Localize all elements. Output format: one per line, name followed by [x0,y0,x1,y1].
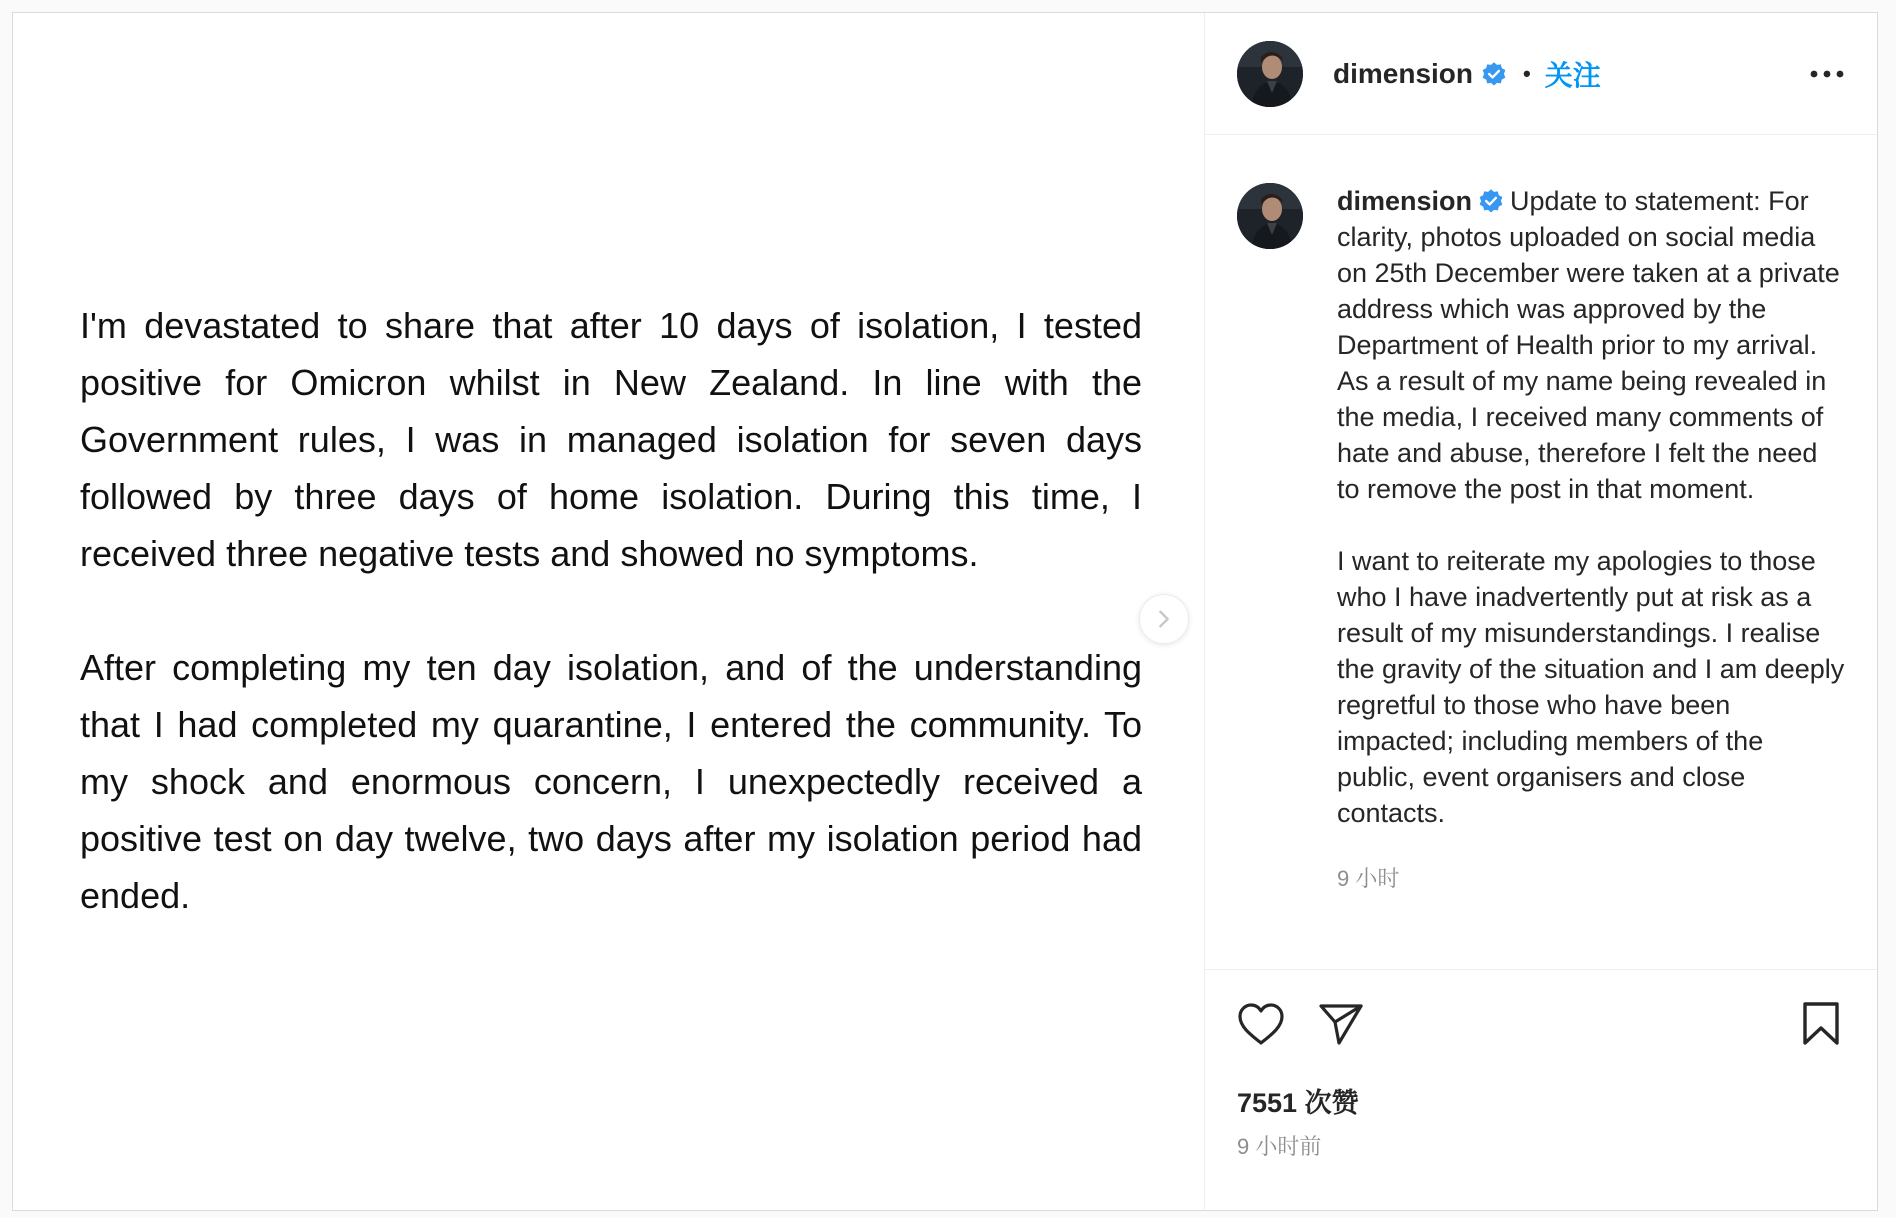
verified-badge-icon [1481,61,1507,87]
caption-paragraph-1 [1337,183,1847,507]
chevron-right-icon [1153,608,1175,630]
action-bar [1205,970,1877,1078]
header-separator: • [1523,60,1531,86]
bookmark-icon [1801,1001,1841,1047]
avatar-photo [1237,183,1303,249]
next-slide-button[interactable] [1139,594,1189,644]
post-media [13,13,1205,1210]
more-options-button[interactable] [1807,54,1847,94]
caption-avatar[interactable] [1237,183,1303,249]
caption-timestamp[interactable]: 9 小时 [1337,866,1400,891]
send-icon [1318,1001,1364,1047]
header-username[interactable]: dimension [1333,57,1474,89]
verified-badge-icon [1478,187,1504,213]
post-dialog [12,12,1878,1211]
like-button[interactable] [1235,998,1287,1050]
media-paragraph-2: After completing my ten day isolation, and of the understanding that I had completed my quarantine, I entered the community. To my shock and enormous concern, I unexpectedly received a positive test on day twelve, two days after my isolation period had ended. [80,647,1142,916]
avatar-photo [1237,41,1303,107]
comments-area [1205,135,1877,970]
post-side-panel [1205,13,1877,1210]
likes-count[interactable]: 7551 次赞 [1237,1087,1359,1118]
avatar[interactable] [1237,41,1303,107]
media-statement-text [80,297,1142,924]
save-button[interactable] [1795,998,1847,1050]
header-user-line [1333,54,1601,94]
heart-icon [1237,1002,1285,1046]
post-timestamp[interactable]: 9 小时前 [1237,1133,1322,1159]
caption-body [1337,183,1847,897]
caption-username[interactable]: dimension [1337,186,1473,216]
media-paragraph-1: I'm devastated to share that after 10 days of isolation, I tested positive for Omicron whilst in New Zealand. In line with the Government rules, I was in managed isolation for seven days followed by three days of home isolation. During this time, I received three negative tests and showed no symptoms. [80,305,1142,574]
post-header [1205,13,1877,135]
caption-paragraph-2: I want to reiterate my apologies to those who I have inadvertently put at risk as a result of my misunderstandings. I realise the gravity of the situation and I am deeply regretful to those who have been impacted; including members of the public, event organisers and close contacts. [1337,546,1845,828]
caption-text-1: Update to statement: For clarity, photos uploaded on social media on 25th December were taken at a private address which was approved by the Department of Health prior to my arrival. As a result of my name being revealed in the media, I received many comments of hate and abuse, therefore I felt the need to remove the post in that moment. [1337,186,1840,504]
caption-comment [1237,183,1847,897]
share-button[interactable] [1315,998,1367,1050]
more-horizontal-icon [1809,69,1845,79]
follow-button[interactable]: 关注 [1544,59,1601,91]
